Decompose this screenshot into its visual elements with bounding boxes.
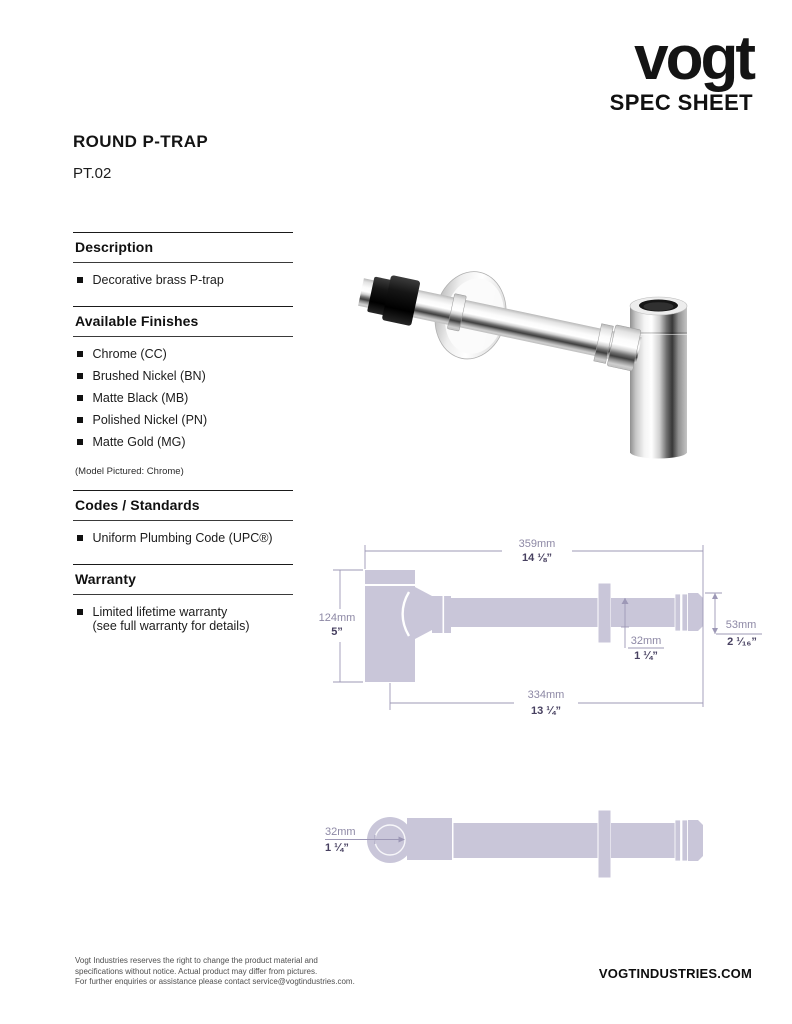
trap-body-opening [630, 297, 687, 315]
list-item [73, 271, 293, 293]
bullet-square-icon [77, 373, 83, 379]
bullet-square-icon [77, 439, 83, 445]
dim-wall-length-mm: 334mm [527, 689, 565, 701]
dim-top-pipe-diameter-in: 1 ¼” [325, 842, 349, 854]
list-item-label [93, 605, 250, 633]
section-warranty [73, 564, 293, 639]
section-title: Description [73, 232, 293, 263]
product-photo [355, 248, 755, 460]
disclaimer-line: specifications without notice. Actual product may differ from pictures. [75, 966, 318, 976]
section-finishes [73, 306, 293, 477]
list-item [73, 603, 293, 639]
dim-pipe-diameter-in: 1 ¼” [634, 650, 658, 662]
dim-pipe-diameter-mm: 32mm [630, 635, 662, 647]
disclaimer-line: Vogt Industries reserves the right to change the product material and [75, 956, 318, 965]
section-description [73, 232, 293, 293]
list-item [73, 345, 293, 367]
dim-body-height-mm: 124mm [318, 612, 356, 624]
list-item-label: Polished Nickel (PN) [92, 413, 208, 427]
spec-column [73, 232, 293, 652]
warranty-line1: Limited lifetime warranty [92, 605, 228, 619]
dim-outlet-diameter-in: 2 ¹⁄₁₆” [727, 636, 757, 648]
list-item-label: Decorative brass P-trap [92, 273, 224, 287]
top-view-shapes [310, 790, 770, 900]
brand-block [609, 24, 753, 116]
section-title: Codes / Standards [73, 490, 293, 521]
dim-body-height-in: 5” [331, 626, 343, 638]
section-title: Warranty [73, 564, 293, 595]
trap-body-cylinder [630, 305, 687, 459]
dim-outlet-diameter-mm: 53mm [725, 619, 757, 631]
footer-disclaimer [75, 956, 355, 988]
website-url: VOGTINDUSTRIES.COM [598, 966, 752, 981]
list-item-label: Matte Gold (MG) [92, 435, 186, 449]
list-item [73, 411, 293, 433]
list-item-label: Matte Black (MB) [92, 391, 189, 405]
product-header [73, 132, 208, 182]
list-item [73, 433, 293, 455]
vogt-logo: vogt [634, 24, 753, 93]
list-item-label: Brushed Nickel (BN) [92, 369, 206, 383]
bullet-square-icon [77, 609, 83, 615]
dim-wall-length-in: 13 ¼” [531, 705, 561, 717]
warranty-line2: (see full warranty for details) [92, 619, 250, 633]
dim-overall-width-in: 14 ⅛” [522, 552, 552, 564]
bullet-square-icon [77, 351, 83, 357]
top-view-drawing [310, 790, 770, 900]
bullet-square-icon [77, 395, 83, 401]
side-view-drawing [310, 530, 770, 730]
section-title: Available Finishes [73, 306, 293, 337]
bullet-square-icon [77, 535, 83, 541]
list-item [73, 529, 293, 551]
product-code: PT.02 [73, 165, 112, 182]
section-codes [73, 490, 293, 551]
wall-tube-assembly [355, 249, 648, 394]
bullet-square-icon [77, 417, 83, 423]
model-pictured-note: (Model Pictured: Chrome) [75, 466, 184, 477]
list-item [73, 389, 293, 411]
list-item [73, 367, 293, 389]
bullet-square-icon [77, 277, 83, 283]
list-item-label: Uniform Plumbing Code (UPC®) [92, 531, 273, 545]
dim-overall-width-mm: 359mm [518, 538, 556, 550]
list-item-label: Chrome (CC) [92, 347, 167, 361]
disclaimer-line: For further enquiries or assistance please contact service@vogtindustries.com. [75, 977, 355, 986]
sheet-label: SPEC SHEET [609, 90, 753, 115]
product-name: ROUND P-TRAP [73, 132, 209, 151]
dim-top-pipe-diameter-mm: 32mm [325, 826, 356, 838]
